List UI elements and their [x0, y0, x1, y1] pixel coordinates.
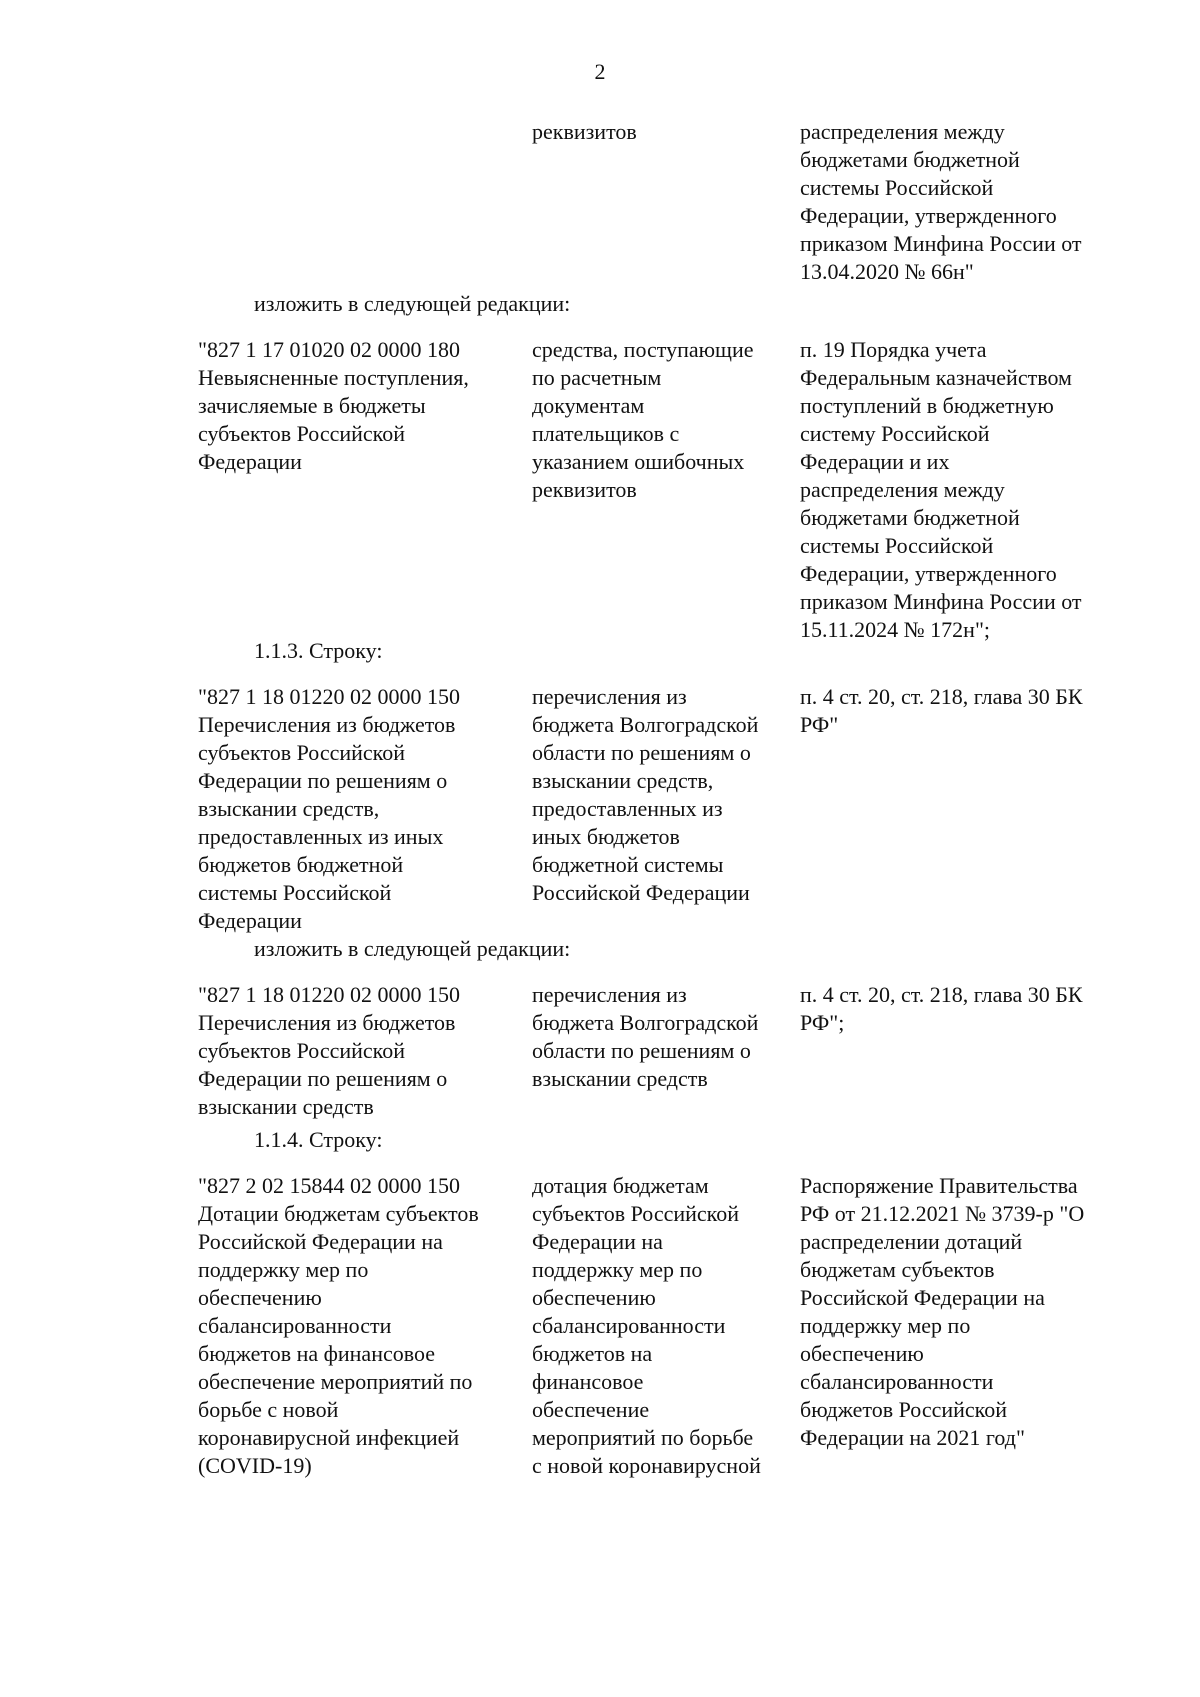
continuation-col2: реквизитов	[532, 119, 637, 144]
page-number: 2	[594, 59, 606, 84]
section2-new-col1: "827 1 18 01220 02 0000 150 Перечисления из бюджетов субъектов Российской Федерации по решениям о взыскании средств	[198, 982, 460, 1119]
section2-heading: 1.1.3. Строку:	[254, 638, 383, 663]
section2-intro: изложить в следующей редакции:	[254, 936, 571, 961]
section3-col1: "827 2 02 15844 02 0000 150 Дотации бюджетам субъектов Российской Федерации на поддержку мер по обеспечению сбалансированности бюджетов на финансовое обеспечение мероприятий по борьбе с новой коронавирусной инфекцией (COVID-19)	[198, 1173, 479, 1478]
section3-col3: Распоряжение Правительства РФ от 21.12.2021 № 3739-р "О распределении дотаций бюджетам субъектов Российской Федерации на поддержку мер по обеспечению сбалансированности бюджетов Российской Федерации на 2021 год"	[800, 1173, 1085, 1450]
section3-col2: дотация бюджетам субъектов Российской Федерации на поддержку мер по обеспечению сбалансированности бюджетов на финансовое обеспечение мероприятий по борьбе с новой коронавирусной	[532, 1173, 761, 1478]
section2-new-col3: п. 4 ст. 20, ст. 218, глава 30 БК РФ";	[800, 982, 1083, 1035]
section1-new-col3: п. 19 Порядка учета Федеральным казначейством поступлений в бюджетную систему Российской Федерации и их распределения между бюджетами бюджетной системы Российской Федерации, утвержденного приказом Минфина России от 15.11.2024 № 172н";	[800, 337, 1082, 642]
section3-heading: 1.1.4. Строку:	[254, 1127, 383, 1152]
section2-old-col3: п. 4 ст. 20, ст. 218, глава 30 БК РФ"	[800, 684, 1083, 737]
section1-new-col1: "827 1 17 01020 02 0000 180 Невыясненные поступления, зачисляемые в бюджеты субъектов Российской Федерации	[198, 337, 469, 474]
section2-old-col2: перечисления из бюджета Волгоградской области по решениям о взыскании средств, предоставленных из иных бюджетов бюджетной системы Российской Федерации	[532, 684, 759, 905]
section1-new-col2: средства, поступающие по расчетным документам плательщиков с указанием ошибочных реквизитов	[532, 337, 754, 502]
continuation-col3: распределения между бюджетами бюджетной системы Российской Федерации, утвержденного приказом Минфина России от 13.04.2020 № 66н"	[800, 119, 1082, 284]
section2-new-col2: перечисления из бюджета Волгоградской области по решениям о взыскании средств	[532, 982, 759, 1091]
section2-old-col1: "827 1 18 01220 02 0000 150 Перечисления из бюджетов субъектов Российской Федерации по решениям о взыскании средств, предоставленных из иных бюджетов бюджетной системы Российской Федерации	[198, 684, 460, 933]
section1-intro: изложить в следующей редакции:	[254, 291, 571, 316]
